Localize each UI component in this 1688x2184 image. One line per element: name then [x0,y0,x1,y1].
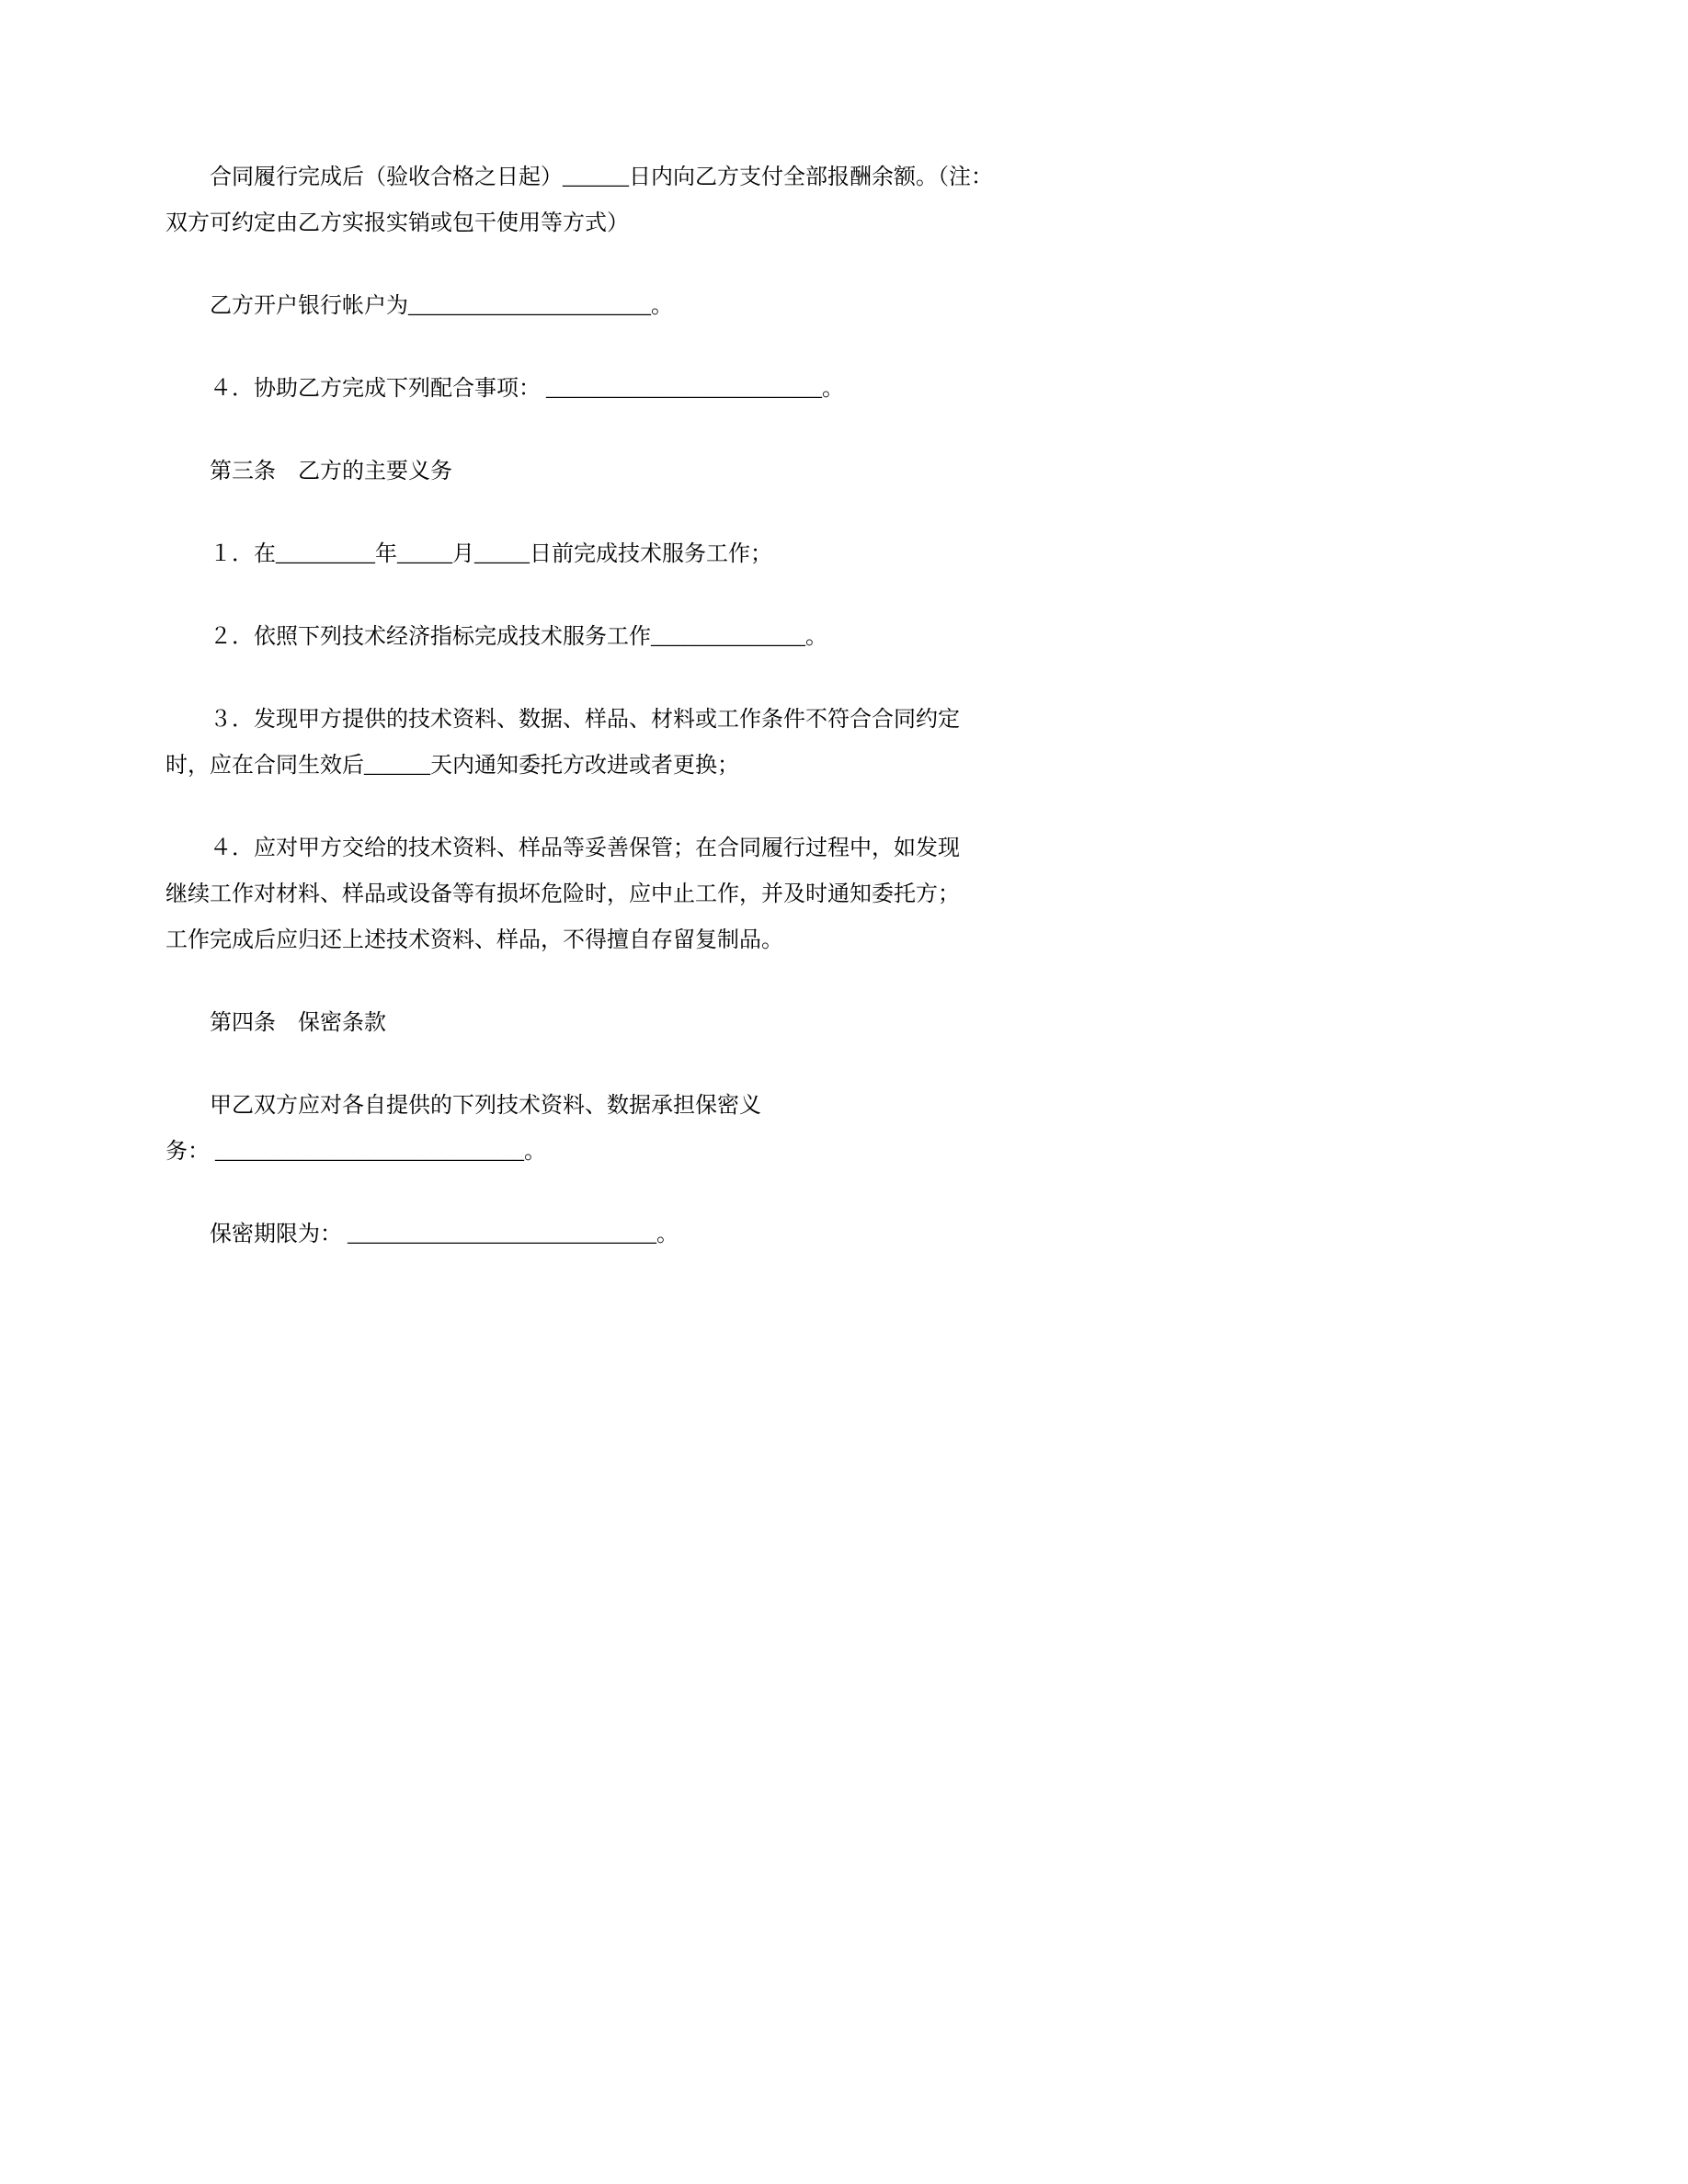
paragraph-article3-item3 [165,697,993,789]
text-line: 第三条 乙方的主要义务 [210,460,452,483]
text-line: 合同履行完成后（验收合格之日起）______日内向乙方支付全部报酬余额。（注： [210,165,993,189]
text-line: ３．发现甲方提供的技术资料、数据、样品、材料或工作条件不符合合同约定 [210,708,960,732]
text-line: 工作完成后应归还上述技术资料、样品，不得擅自存留复制品。 [165,928,783,952]
text-line: 双方可约定由乙方实报实销或包干使用等方式） [165,211,629,235]
contract-body [165,154,993,1257]
paragraph-article3-item4 [165,825,993,963]
text-line: ４．应对甲方交给的技术资料、样品等妥善保管；在合同履行过程中，如发现 [210,836,960,860]
text-line: 继续工作对材料、样品或设备等有损坏危险时，应中止工作，并及时通知委托方； [165,882,960,906]
text-line: 乙方开户银行帐户为______________________。 [210,294,673,318]
text-line: ２．依照下列技术经济指标完成技术服务工作______________。 [210,625,827,649]
heading-article-4 [165,1000,993,1046]
text-line: １．在_________年_____月_____日前完成技术服务工作； [210,542,772,566]
text-line: 保密期限为： ____________________________。 [210,1223,679,1246]
paragraph-article3-item1 [165,531,993,577]
paragraph-confidentiality-period [165,1211,993,1257]
heading-article-3 [165,449,993,495]
paragraph-article3-item2 [165,614,993,660]
text-line: ４．协助乙方完成下列配合事项： _________________________。 [210,377,844,401]
paragraph-article4-confidentiality [165,1083,993,1175]
paragraph-bank-account-clause [165,283,993,329]
text-line: 第四条 保密条款 [210,1011,386,1035]
text-line: 务： ____________________________。 [165,1140,546,1164]
paragraph-payment-balance-clause [165,154,993,246]
text-line: 甲乙双方应对各自提供的下列技术资料、数据承担保密义 [210,1094,761,1118]
text-line: 时，应在合同生效后______天内通知委托方改进或者更换； [165,754,739,778]
paragraph-item4-assist-clause [165,366,993,412]
